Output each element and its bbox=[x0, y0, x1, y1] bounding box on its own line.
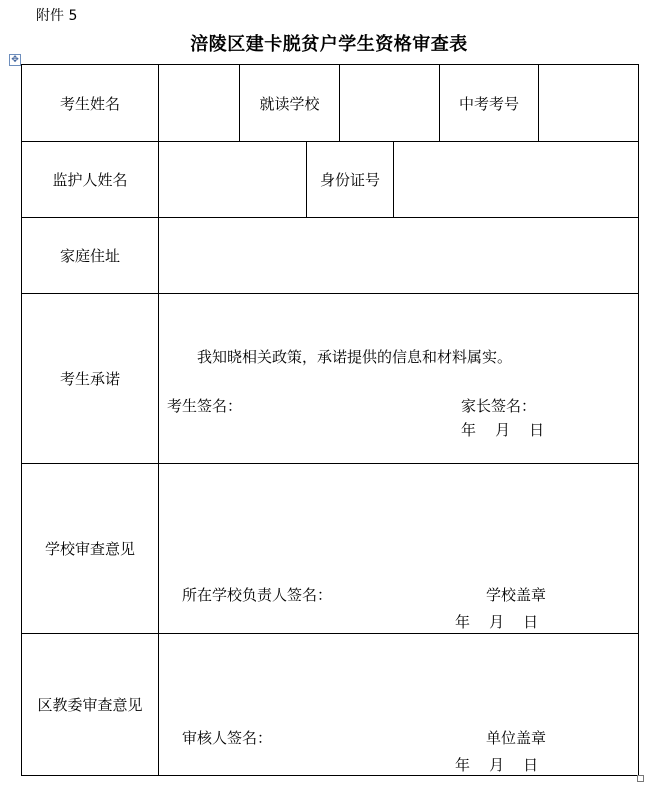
exam-no-value-cell[interactable] bbox=[538, 64, 639, 142]
exam-no-label-cell bbox=[439, 64, 539, 142]
school-review-label: 学校审查意见 bbox=[44, 540, 135, 558]
reviewer-signature-label: 审核人签名： bbox=[182, 729, 273, 747]
education-review-date: 年 月 日 bbox=[455, 756, 539, 774]
pledge-label: 考生承诺 bbox=[59, 370, 120, 388]
education-review-content-cell bbox=[158, 633, 639, 776]
school-label: 就读学校 bbox=[259, 94, 320, 113]
address-label: 家庭住址 bbox=[59, 247, 120, 265]
attachment-label: 附件 5 bbox=[36, 8, 78, 24]
table-move-handle-icon[interactable]: ✥ bbox=[9, 54, 21, 66]
pledge-statement: 我知晓相关政策，承诺提供的信息和材料属实。 bbox=[197, 348, 513, 366]
school-leader-signature-label: 所在学校负责人签名： bbox=[182, 586, 333, 604]
exam-no-label: 中考考号 bbox=[458, 94, 519, 113]
school-review-date: 年 月 日 bbox=[455, 613, 539, 631]
school-label-cell bbox=[239, 64, 340, 142]
form-title: 涪陵区建卡脱贫户学生资格审查表 bbox=[190, 34, 468, 55]
unit-seal-label: 单位盖章 bbox=[486, 729, 547, 747]
guardian-name-value-cell[interactable] bbox=[158, 141, 307, 218]
student-name-label-cell bbox=[21, 64, 159, 142]
education-review-label-cell bbox=[21, 633, 159, 776]
school-seal-label: 学校盖章 bbox=[486, 586, 547, 604]
table-resize-handle[interactable] bbox=[637, 775, 644, 782]
address-label-cell bbox=[21, 217, 159, 294]
id-no-label: 身份证号 bbox=[319, 171, 380, 189]
education-review-label: 区教委审查意见 bbox=[37, 696, 143, 714]
address-value-cell[interactable] bbox=[158, 217, 639, 294]
guardian-name-label: 监护人姓名 bbox=[52, 171, 128, 189]
school-value-cell[interactable] bbox=[339, 64, 440, 142]
student-signature-label: 考生签名： bbox=[167, 397, 243, 415]
id-no-label-cell bbox=[306, 141, 394, 218]
id-no-value-cell[interactable] bbox=[393, 141, 639, 218]
parent-signature-label: 家长签名： bbox=[461, 397, 537, 415]
school-review-content-cell bbox=[158, 463, 639, 634]
school-review-label-cell bbox=[21, 463, 159, 634]
guardian-name-label-cell bbox=[21, 141, 159, 218]
student-name-value-cell[interactable] bbox=[158, 64, 240, 142]
pledge-date: 年 月 日 bbox=[461, 421, 545, 439]
pledge-label-cell bbox=[21, 293, 159, 464]
pledge-content-cell bbox=[158, 293, 639, 464]
student-name-label: 考生姓名 bbox=[59, 94, 120, 113]
